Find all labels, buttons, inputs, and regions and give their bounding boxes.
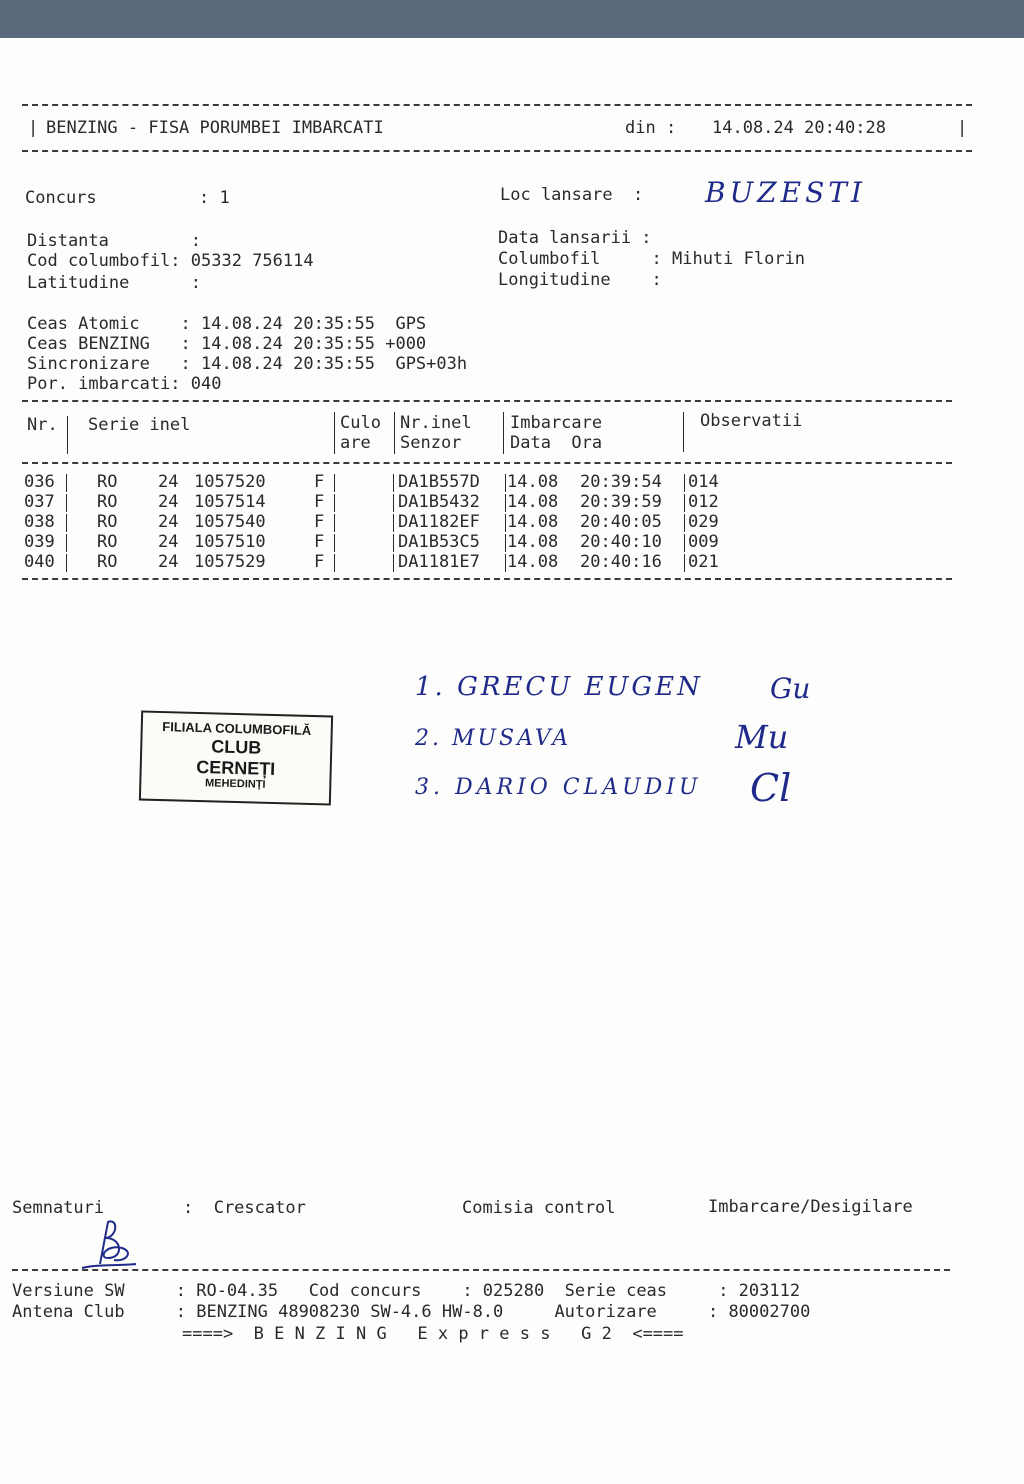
longitudine-line: Longitudine : bbox=[498, 270, 662, 290]
row-nr: 040 bbox=[24, 552, 55, 572]
stamp-line-4: MEHEDINȚI bbox=[204, 777, 266, 791]
column-divider bbox=[684, 554, 685, 572]
column-divider bbox=[66, 554, 67, 572]
col-header-nrinel: Nr.inel bbox=[400, 413, 472, 433]
date-value: 14.08.24 20:40:28 bbox=[712, 118, 886, 138]
header-right-bar: | bbox=[957, 118, 968, 138]
column-divider bbox=[684, 494, 685, 512]
footer-antena-line: Antena Club : BENZING 48908230 SW-4.6 HW-8.0 Autorizare : 80002700 bbox=[12, 1302, 811, 1322]
row-date: 14.08 bbox=[507, 512, 559, 532]
commission-signature-1: Gu bbox=[770, 672, 811, 705]
sincronizare-line: Sincronizare : 14.08.24 20:35:55 GPS+03h bbox=[27, 354, 468, 374]
row-time: 20:39:59 bbox=[580, 492, 662, 512]
page-title: BENZING - FISA PORUMBEI IMBARCATI bbox=[46, 118, 384, 138]
header-divider bbox=[394, 412, 395, 454]
footer-banner: ====> B E N Z I N G E x p r e s s G 2 <==== bbox=[182, 1324, 684, 1344]
column-divider bbox=[334, 474, 335, 492]
commission-member-1: 1. GRECU EUGEN bbox=[415, 672, 703, 702]
row-sensor: DA1B5432 bbox=[398, 492, 480, 512]
column-divider bbox=[393, 534, 394, 552]
row-country: RO bbox=[97, 512, 118, 532]
row-sensor: DA1181E7 bbox=[398, 552, 480, 572]
cod-columbofil-line: Cod columbofil: 05332 756114 bbox=[27, 251, 314, 271]
col-header-data-ora: Data Ora bbox=[510, 433, 603, 453]
header-left-bar: | bbox=[28, 118, 39, 138]
row-nr: 037 bbox=[24, 492, 55, 512]
row-nr: 039 bbox=[24, 532, 55, 552]
commission-member-2: 2. MUSAVA bbox=[415, 726, 572, 751]
row-sensor: DA1182EF bbox=[398, 512, 480, 532]
row-sensor: DA1B557D bbox=[398, 472, 480, 492]
loc-lansare-label: Loc lansare : bbox=[500, 185, 644, 205]
row-nr: 036 bbox=[24, 472, 55, 492]
column-divider bbox=[505, 554, 506, 572]
row-sex: F bbox=[314, 512, 325, 532]
signature-imbarcare-label: Imbarcare/Desigilare bbox=[708, 1197, 913, 1217]
column-divider bbox=[66, 514, 67, 532]
row-sex: F bbox=[314, 552, 325, 572]
commission-signature-2: Mu bbox=[735, 718, 789, 756]
col-header-culo: Culo bbox=[340, 413, 381, 433]
columbofil-line: Columbofil : Mihuti Florin bbox=[498, 249, 806, 269]
row-country: RO bbox=[97, 532, 118, 552]
row-year: 24 bbox=[158, 512, 179, 532]
document-page bbox=[0, 38, 1024, 1484]
col-header-culo-2: are bbox=[340, 433, 371, 453]
column-divider bbox=[393, 494, 394, 512]
column-divider bbox=[684, 534, 685, 552]
col-header-senzor: Senzor bbox=[400, 433, 462, 453]
column-divider bbox=[505, 474, 506, 492]
row-ring-number: 1057514 bbox=[194, 492, 266, 512]
signatures-label: Semnaturi bbox=[12, 1198, 105, 1218]
row-year: 24 bbox=[158, 552, 179, 572]
column-divider bbox=[505, 514, 506, 532]
row-sensor: DA1B53C5 bbox=[398, 532, 480, 552]
column-divider bbox=[334, 514, 335, 532]
header-divider bbox=[503, 412, 504, 454]
row-observation: 021 bbox=[688, 552, 719, 572]
column-divider bbox=[66, 494, 67, 512]
por-imbarcati-line: Por. imbarcati: 040 bbox=[27, 374, 222, 394]
col-header-serie: Serie inel bbox=[88, 415, 191, 435]
col-header-observatii: Observatii bbox=[700, 411, 803, 431]
data-lansarii-line: Data lansarii : bbox=[498, 228, 652, 248]
date-label: din : bbox=[625, 118, 677, 138]
table-header-rule bbox=[22, 462, 952, 464]
row-sex: F bbox=[314, 532, 325, 552]
commission-signature-3: Cl bbox=[750, 766, 792, 810]
signature-comisia-label: Comisia control bbox=[462, 1198, 616, 1218]
row-time: 20:39:54 bbox=[580, 472, 662, 492]
column-divider bbox=[684, 514, 685, 532]
row-year: 24 bbox=[158, 532, 179, 552]
row-observation: 029 bbox=[688, 512, 719, 532]
column-divider bbox=[393, 514, 394, 532]
header-divider bbox=[334, 412, 335, 454]
row-country: RO bbox=[97, 492, 118, 512]
commission-member-3: 3. DARIO CLAUDIU bbox=[415, 775, 702, 800]
row-country: RO bbox=[97, 552, 118, 572]
column-divider bbox=[393, 554, 394, 572]
ceas-atomic-line: Ceas Atomic : 14.08.24 20:35:55 GPS bbox=[27, 314, 427, 334]
col-header-nr: Nr. bbox=[27, 415, 58, 435]
column-divider bbox=[334, 534, 335, 552]
header-bottom-rule bbox=[22, 150, 972, 152]
ceas-benzing-line: Ceas BENZING : 14.08.24 20:35:55 +000 bbox=[27, 334, 427, 354]
distanta-line: Distanta : bbox=[27, 231, 201, 251]
row-observation: 009 bbox=[688, 532, 719, 552]
row-date: 14.08 bbox=[507, 532, 559, 552]
header-top-rule bbox=[22, 104, 972, 106]
row-date: 14.08 bbox=[507, 552, 559, 572]
stamp-line-2: CLUB bbox=[211, 736, 262, 758]
table-top-rule bbox=[22, 400, 952, 402]
column-divider bbox=[334, 494, 335, 512]
row-ring-number: 1057529 bbox=[194, 552, 266, 572]
row-year: 24 bbox=[158, 472, 179, 492]
footer-top-rule bbox=[12, 1269, 950, 1271]
stamp-line-3: CERNEȚI bbox=[195, 756, 276, 780]
row-country: RO bbox=[97, 472, 118, 492]
row-sex: F bbox=[314, 472, 325, 492]
column-divider bbox=[684, 474, 685, 492]
column-divider bbox=[393, 474, 394, 492]
row-time: 20:40:16 bbox=[580, 552, 662, 572]
row-ring-number: 1057510 bbox=[194, 532, 266, 552]
row-observation: 014 bbox=[688, 472, 719, 492]
stamp-line-1: FILIALA COLUMBOFILĂ bbox=[162, 719, 312, 738]
column-divider bbox=[66, 534, 67, 552]
row-nr: 038 bbox=[24, 512, 55, 532]
header-divider bbox=[683, 412, 684, 452]
latitudine-line: Latitudine : bbox=[27, 273, 201, 293]
club-stamp bbox=[139, 711, 333, 806]
col-header-imbarcare: Imbarcare bbox=[510, 413, 603, 433]
row-time: 20:40:05 bbox=[580, 512, 662, 532]
footer-versiune-line: Versiune SW : RO-04.35 Cod concurs : 025280 Serie ceas : 203112 bbox=[12, 1281, 801, 1301]
header-divider bbox=[67, 416, 68, 454]
column-divider bbox=[334, 554, 335, 572]
row-date: 14.08 bbox=[507, 472, 559, 492]
concurs-line: Concurs : 1 bbox=[25, 188, 230, 208]
signature-crescator-label: : Crescator bbox=[183, 1198, 306, 1218]
row-time: 20:40:10 bbox=[580, 532, 662, 552]
table-bottom-rule bbox=[22, 578, 952, 580]
row-date: 14.08 bbox=[507, 492, 559, 512]
row-observation: 012 bbox=[688, 492, 719, 512]
row-year: 24 bbox=[158, 492, 179, 512]
crescator-signature-icon bbox=[78, 1214, 138, 1272]
column-divider bbox=[505, 494, 506, 512]
column-divider bbox=[66, 474, 67, 492]
row-ring-number: 1057540 bbox=[194, 512, 266, 532]
loc-lansare-handwritten: BUZESTI bbox=[705, 176, 866, 209]
row-sex: F bbox=[314, 492, 325, 512]
row-ring-number: 1057520 bbox=[194, 472, 266, 492]
column-divider bbox=[505, 534, 506, 552]
